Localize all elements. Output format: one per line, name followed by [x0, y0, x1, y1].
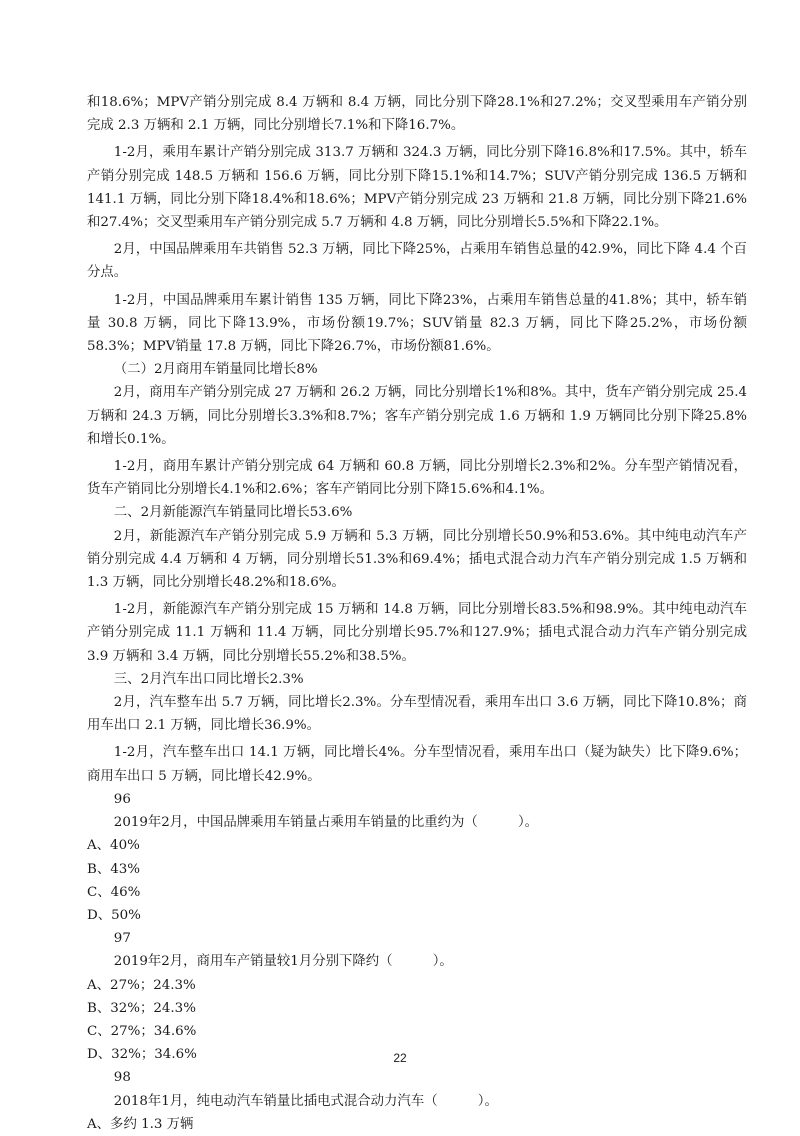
question-option: B、32%；24.3%	[87, 1000, 196, 1016]
question-option: A、27%；24.3%	[87, 977, 196, 993]
question-option: A、多约 1.3 万辆	[87, 1116, 194, 1132]
question-number: 97	[113, 931, 131, 947]
question-option: C、27%；34.6%	[87, 1023, 197, 1039]
question-stem: 2019年2月，中国品牌乘用车销量占乘用车销量的比重约为（ ）。	[113, 815, 539, 831]
paragraph-commercial-feb: 2月，商用车产销分别完成 27 万辆和 26.2 万辆，同比分别增长1%和8%。其中，货车产销分别完成 25.4 万辆和 24.3 万辆，同比分别增长3.3%和8.7%；客车产销分别完成 1.6 万辆和 1.9 万辆同比分别下降25.8%和增长0.1%。	[87, 385, 747, 447]
question-stem: 2019年2月，商用车产销量较1月分别下降约（ ）。	[113, 954, 453, 970]
question-number: 98	[113, 1070, 131, 1086]
document-body	[87, 91, 747, 1136]
section-heading-new-energy: 二、2月新能源汽车销量同比增长53.6%	[113, 505, 353, 521]
question-stem: 2018年1月，纯电动汽车销量比插电式混合动力汽车（ ）。	[113, 1093, 498, 1109]
question-option: A、40%	[87, 838, 140, 854]
paragraph-new-energy-cumulative: 1-2月，新能源汽车产销分别完成 15 万辆和 14.8 万辆，同比分别增长83.5%和98.9%。其中纯电动汽车产销分别完成 11.1 万辆和 11.4 万辆，同比分别增长95.7%和127.9%；插电式混合动力汽车产销分别完成 3.9 万辆和 3.4 万辆，同比分别增长55.2%和38.5%。	[87, 602, 747, 664]
question-number: 96	[113, 791, 131, 807]
section-heading-export: 三、2月汽车出口同比增长2.3%	[113, 671, 304, 687]
page-number: 22	[393, 1051, 407, 1065]
question-option: C、46%	[87, 884, 141, 900]
section-heading-commercial: （二）2月商用车销量同比增长8%	[113, 362, 318, 378]
paragraph-continuation: 和18.6%；MPV产销分别完成 8.4 万辆和 8.4 万辆，同比分别下降28.1%和27.2%；交叉型乘用车产销分别完成 2.3 万辆和 2.1 万辆，同比分别增长7.1%和下降16.7%。	[87, 95, 747, 134]
question-option: D、50%	[87, 907, 141, 923]
question-option: D、32%；34.6%	[87, 1047, 197, 1063]
paragraph-chinese-brand-feb: 2月，中国品牌乘用车共销售 52.3 万辆，同比下降25%，占乘用车销售总量的42.9%，同比下降 4.4 个百分点。	[87, 242, 747, 281]
question-option: B、43%	[87, 861, 140, 877]
paragraph-new-energy-feb: 2月，新能源汽车产销分别完成 5.9 万辆和 5.3 万辆，同比分别增长50.9%和53.6%。其中纯电动汽车产销分别完成 4.4 万辆和 4 万辆，同分别增长51.3%和69.4%；插电式混合动力汽车产销分别完成 1.5 万辆和 1.3 万辆，同比分别增长48.2%和18.6%。	[87, 528, 747, 591]
paragraph-passenger-cumulative: 1-2月，乘用车累计产销分别完成 313.7 万辆和 324.3 万辆，同比分别下降16.8%和17.5%。其中，轿车产销分别完成 148.5 万辆和 156.6 万辆，同比分别下降15.1%和14.7%；SUV产销分别完成 136.5 万辆和 141.1 万辆，同比分别下降18.4%和18.6%；MPV产销分别完成 23 万辆和 21.8 万辆，同比分别下降21.6%和27.4%；交叉型乘用车产销分别完成 5.7 万辆和 4.8 万辆，同比分别增长5.5%和下降22.1%。	[87, 145, 747, 231]
paragraph-chinese-brand-cumulative: 1-2月，中国品牌乘用车累计销售 135 万辆，同比下降23%，占乘用车销售总量的41.8%；其中，轿车销量 30.8 万辆，同比下降13.9%，市场份额19.7%；SUV销量 82.3 万辆，同比下降25.2%，市场份额58.3%；MPV销量 17.8 万辆，同比下降26.7%，市场份额81.6%。	[87, 292, 747, 355]
paragraph-commercial-cumulative: 1-2月，商用车累计产销分别完成 64 万辆和 60.8 万辆，同比分别增长2.3%和2%。分车型产销情况看，货车产销同比分别增长4.1%和2.6%；客车产销同比分别下降15.6%和4.1%。	[87, 459, 747, 498]
paragraph-export-feb: 2月，汽车整车出 5.7 万辆，同比增长2.3%。分车型情况看，乘用车出口 3.6 万辆，同比下降10.8%；商用车出口 2.1 万辆，同比增长36.9%。	[87, 695, 747, 734]
paragraph-export-cumulative: 1-2月，汽车整车出口 14.1 万辆，同比增长4%。分车型情况看，乘用车出口（疑为缺失）比下降9.6%；商用车出口 5 万辆，同比增长42.9%。	[87, 745, 747, 784]
